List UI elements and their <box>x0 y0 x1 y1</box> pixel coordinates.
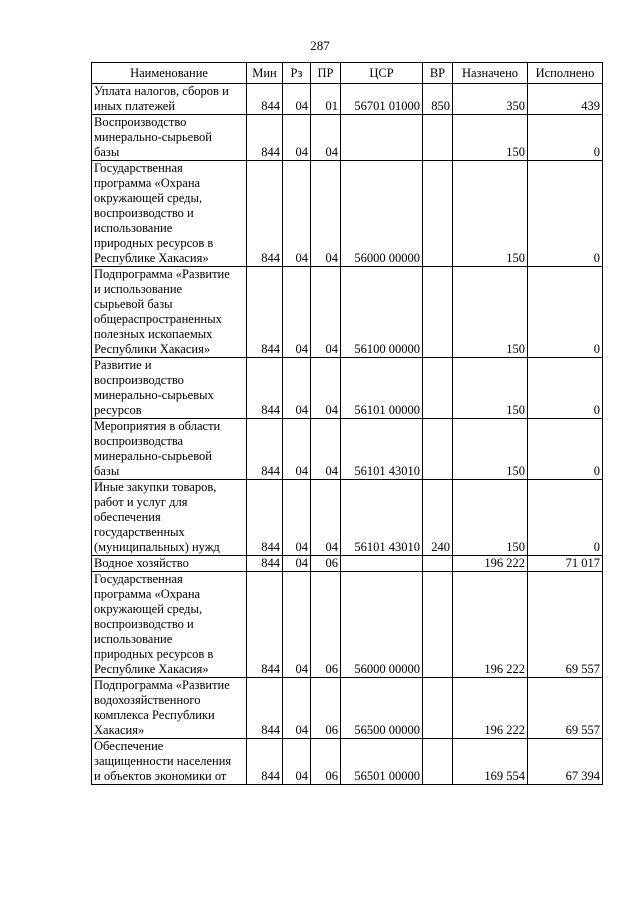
cell-min: 844 <box>247 556 283 572</box>
cell-name <box>92 358 247 419</box>
cell-rz: 04 <box>283 572 311 678</box>
cell-rz: 04 <box>283 161 311 267</box>
cell-assigned: 150 <box>453 115 528 161</box>
cell-name-line: воспроизводства <box>94 434 184 448</box>
cell-name <box>92 480 247 556</box>
cell-pr: 04 <box>311 115 341 161</box>
cell-csr: 56100 00000 <box>341 267 423 358</box>
header-name: Наименование <box>92 63 247 84</box>
cell-name-line: Воспроизводство <box>94 115 187 129</box>
cell-assigned: 196 222 <box>453 556 528 572</box>
cell-rz: 04 <box>283 480 311 556</box>
cell-name-line: и объектов экономики от <box>94 769 227 783</box>
table-row <box>92 480 603 556</box>
cell-name-line: Иные закупки товаров, <box>94 480 217 494</box>
cell-name-line: природных ресурсов в <box>94 236 214 250</box>
cell-csr: 56101 00000 <box>341 358 423 419</box>
cell-name-line: иных платежей <box>94 99 176 113</box>
cell-csr: 56000 00000 <box>341 161 423 267</box>
cell-name-line: Водное хозяйство <box>94 556 189 570</box>
cell-pr: 06 <box>311 678 341 739</box>
cell-name-line: использование <box>94 221 173 235</box>
cell-vr <box>423 678 453 739</box>
cell-name <box>92 115 247 161</box>
cell-name-line: минерально-сырьевой <box>94 449 212 463</box>
cell-name <box>92 572 247 678</box>
table-row <box>92 572 603 678</box>
cell-vr: 850 <box>423 84 453 115</box>
cell-executed: 69 557 <box>528 678 603 739</box>
table-row <box>92 115 603 161</box>
cell-executed: 69 557 <box>528 572 603 678</box>
cell-rz: 04 <box>283 84 311 115</box>
cell-name-line: окружающей среды, <box>94 191 203 205</box>
cell-csr: 56701 01000 <box>341 84 423 115</box>
cell-name-line: программа «Охрана <box>94 587 201 601</box>
cell-name-line: программа «Охрана <box>94 176 201 190</box>
cell-name-line: воспроизводство <box>94 373 184 387</box>
cell-pr: 06 <box>311 556 341 572</box>
table-row <box>92 678 603 739</box>
cell-name-line: Республике Хакасия» <box>94 662 209 676</box>
cell-pr: 04 <box>311 161 341 267</box>
cell-vr: 240 <box>423 480 453 556</box>
cell-name <box>92 556 247 572</box>
header-min: Мин <box>247 63 283 84</box>
table-row <box>92 419 603 480</box>
cell-pr: 04 <box>311 419 341 480</box>
cell-name-line: Уплата налогов, сборов и <box>94 84 229 98</box>
cell-name-line: Республики Хакасия» <box>94 342 211 356</box>
cell-name-line: государственных <box>94 525 185 539</box>
cell-assigned: 150 <box>453 161 528 267</box>
cell-rz: 04 <box>283 739 311 785</box>
cell-name-line: защищенности населения <box>94 754 232 768</box>
cell-pr: 04 <box>311 267 341 358</box>
cell-name-line: ресурсов <box>94 403 142 417</box>
table-header-row <box>92 63 603 84</box>
table-row <box>92 267 603 358</box>
cell-min: 844 <box>247 739 283 785</box>
cell-min: 844 <box>247 572 283 678</box>
cell-vr <box>423 267 453 358</box>
cell-executed: 0 <box>528 358 603 419</box>
table-row <box>92 739 603 785</box>
cell-name-line: обеспечения <box>94 510 161 524</box>
cell-min: 844 <box>247 115 283 161</box>
header-csr: ЦСР <box>341 63 423 84</box>
cell-csr: 56000 00000 <box>341 572 423 678</box>
cell-vr <box>423 419 453 480</box>
cell-pr: 06 <box>311 739 341 785</box>
cell-rz: 04 <box>283 556 311 572</box>
cell-csr: 56101 43010 <box>341 419 423 480</box>
header-assigned: Назначено <box>453 63 528 84</box>
header-pr: ПР <box>311 63 341 84</box>
cell-name-line: Развитие и <box>94 358 152 372</box>
cell-csr <box>341 115 423 161</box>
cell-name-line: воспроизводство и <box>94 206 194 220</box>
cell-executed: 0 <box>528 480 603 556</box>
table-row <box>92 84 603 115</box>
cell-vr <box>423 115 453 161</box>
cell-name-line: Хакасия» <box>94 723 145 737</box>
cell-min: 844 <box>247 267 283 358</box>
cell-min: 844 <box>247 161 283 267</box>
cell-name-line: комплекса Республики <box>94 708 215 722</box>
cell-name-line: минерально-сырьевых <box>94 388 214 402</box>
budget-table <box>91 62 603 785</box>
cell-name-line: Республике Хакасия» <box>94 251 209 265</box>
cell-name <box>92 419 247 480</box>
header-rz: Рз <box>283 63 311 84</box>
cell-name-line: окружающей среды, <box>94 602 203 616</box>
cell-name-line: водохозяйственного <box>94 693 201 707</box>
table-row <box>92 358 603 419</box>
cell-min: 844 <box>247 678 283 739</box>
cell-assigned: 196 222 <box>453 572 528 678</box>
cell-csr <box>341 556 423 572</box>
cell-name-line: (муниципальных) нужд <box>94 540 220 554</box>
cell-name-line: Государственная <box>94 572 183 586</box>
cell-rz: 04 <box>283 267 311 358</box>
cell-name-line: Мероприятия в области <box>94 419 221 433</box>
cell-vr <box>423 358 453 419</box>
cell-rz: 04 <box>283 358 311 419</box>
cell-vr <box>423 556 453 572</box>
table-row <box>92 556 603 572</box>
cell-rz: 04 <box>283 678 311 739</box>
cell-rz: 04 <box>283 115 311 161</box>
cell-executed: 0 <box>528 267 603 358</box>
cell-name <box>92 678 247 739</box>
cell-pr: 01 <box>311 84 341 115</box>
cell-name-line: базы <box>94 464 120 478</box>
cell-assigned: 150 <box>453 419 528 480</box>
cell-assigned: 196 222 <box>453 678 528 739</box>
cell-name-line: Подпрограмма «Развитие <box>94 678 230 692</box>
cell-csr: 56101 43010 <box>341 480 423 556</box>
cell-rz: 04 <box>283 419 311 480</box>
cell-executed: 71 017 <box>528 556 603 572</box>
cell-assigned: 150 <box>453 358 528 419</box>
cell-assigned: 150 <box>453 480 528 556</box>
cell-assigned: 350 <box>453 84 528 115</box>
cell-name-line: Обеспечение <box>94 739 164 753</box>
cell-name-line: Подпрограмма «Развитие <box>94 267 230 281</box>
cell-name-line: и использование <box>94 282 183 296</box>
cell-min: 844 <box>247 84 283 115</box>
cell-min: 844 <box>247 358 283 419</box>
cell-assigned: 169 554 <box>453 739 528 785</box>
cell-assigned: 150 <box>453 267 528 358</box>
cell-name-line: работ и услуг для <box>94 495 188 509</box>
cell-executed: 439 <box>528 84 603 115</box>
cell-name-line: воспроизводство и <box>94 617 194 631</box>
cell-name-line: общераспространенных <box>94 312 222 326</box>
cell-executed: 0 <box>528 115 603 161</box>
cell-executed: 0 <box>528 161 603 267</box>
cell-name <box>92 161 247 267</box>
cell-pr: 06 <box>311 572 341 678</box>
table-row <box>92 161 603 267</box>
cell-name <box>92 739 247 785</box>
cell-name-line: природных ресурсов в <box>94 647 214 661</box>
cell-name-line: минерально-сырьевой <box>94 130 212 144</box>
cell-vr <box>423 161 453 267</box>
cell-executed: 0 <box>528 419 603 480</box>
cell-name <box>92 84 247 115</box>
cell-name-line: базы <box>94 145 120 159</box>
cell-name-line: сырьевой базы <box>94 297 173 311</box>
cell-min: 844 <box>247 480 283 556</box>
header-executed: Исполнено <box>528 63 603 84</box>
cell-vr <box>423 739 453 785</box>
cell-min: 844 <box>247 419 283 480</box>
cell-pr: 04 <box>311 358 341 419</box>
cell-csr: 56500 00000 <box>341 678 423 739</box>
cell-pr: 04 <box>311 480 341 556</box>
cell-csr: 56501 00000 <box>341 739 423 785</box>
cell-executed: 67 394 <box>528 739 603 785</box>
page-number: 287 <box>310 38 330 53</box>
cell-name-line: полезных ископаемых <box>94 327 213 341</box>
cell-name <box>92 267 247 358</box>
cell-name-line: Государственная <box>94 161 183 175</box>
cell-name-line: использование <box>94 632 173 646</box>
header-vr: ВР <box>423 63 453 84</box>
cell-vr <box>423 572 453 678</box>
